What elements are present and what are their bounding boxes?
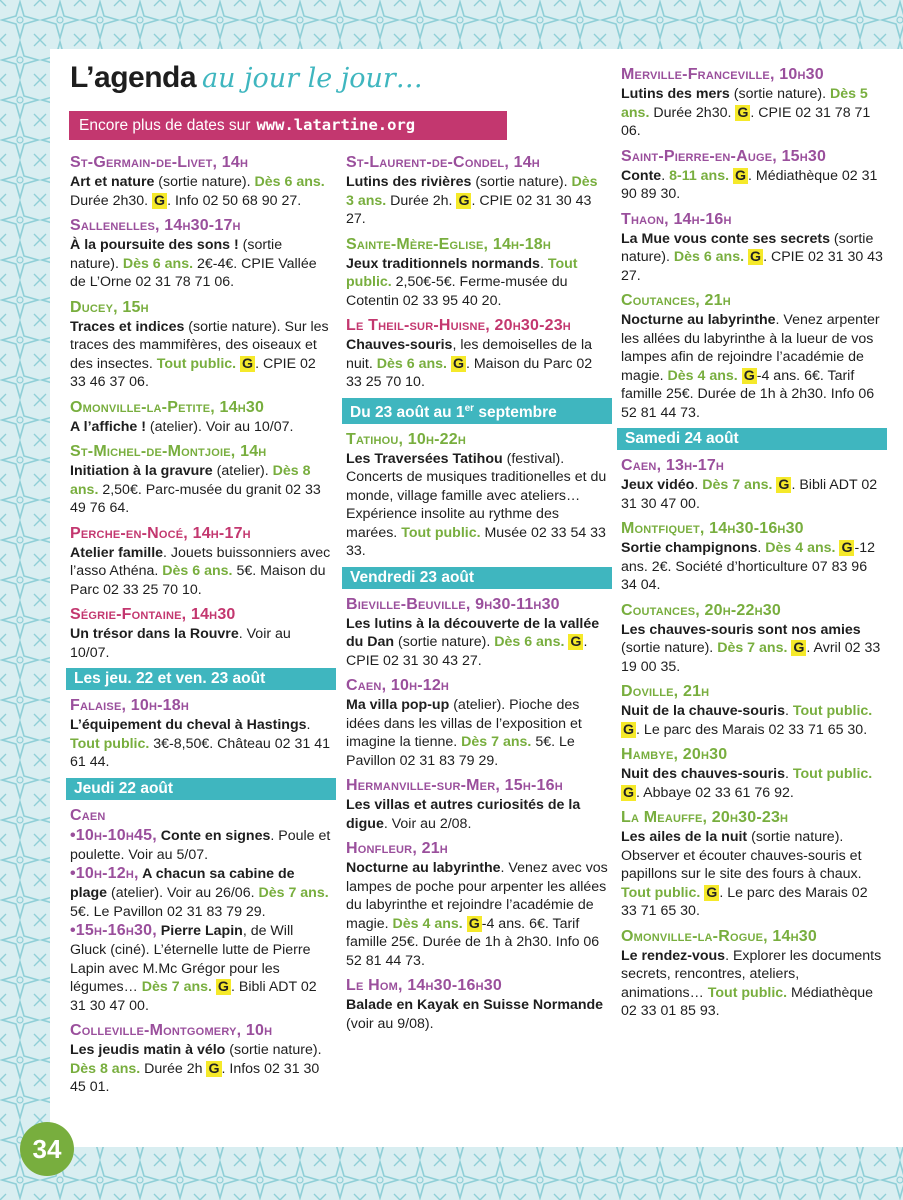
free-icon: G (623, 784, 635, 801)
event-desc: (sortie nature). (471, 174, 568, 190)
event-age: Tout public. (70, 735, 150, 752)
event-name: Les Traversées Tatihou (346, 450, 503, 467)
event-name: Jeux traditionnels normands (346, 255, 540, 272)
event-name: A chacun sa cabine de plage (70, 866, 295, 901)
event-item (621, 601, 883, 677)
event-info: Durée 2h30. (649, 104, 736, 121)
event-place: Le Hom, 14h30-16h30 (346, 977, 502, 995)
event-desc: (sortie nature). (394, 634, 491, 651)
title-script: au jour le jour… (202, 63, 423, 94)
event-desc: (festival). Concerts de musiques traditionelles et du monde, village famille avec ateliers…Expérience insolite au rythme des marées. (346, 450, 607, 541)
event-place: Coutances, 21h (621, 292, 731, 309)
event-name: Nuit de la chauve-souris (621, 703, 785, 719)
event-age: Dès 5 ans. (621, 86, 868, 121)
free-icon: G (154, 192, 166, 209)
event-age: Tout public. (621, 884, 701, 901)
event-name: Lutins des rivières (346, 174, 472, 190)
event-name: Art et nature (70, 174, 155, 190)
event-sub-item (70, 826, 332, 865)
event-desc: . Explorer les documents secrets, rencontres, ateliers, animations… (621, 947, 882, 1001)
event-place: La Meauffe, 20h30-23h (621, 809, 789, 826)
event-name: Balade en Kayak en Suisse Normande (346, 997, 604, 1014)
event-name: Nuit des chauves-souris (621, 766, 785, 782)
free-icon: G (793, 640, 805, 656)
event-contact: . Bibli ADT 02 31 30 47 00. (621, 477, 878, 512)
event-age: Dès 8 ans. (70, 1060, 141, 1077)
event-place: Bieville-Beuville, 9h30-11h30 (346, 595, 560, 613)
event-desc: . (661, 167, 670, 184)
events-list-colleville (70, 1021, 332, 1097)
event-info: 5€. Le Pavillon 02 31 83 79 29. (346, 734, 575, 769)
event-place: Thaon, 14h-16h (621, 210, 732, 228)
event-age: 8-11 ans. (669, 167, 730, 184)
event-desc: , les demoiselles de la nuit. (346, 337, 593, 372)
event-info: 2,50€-5€. Ferme-musée du Cotentin 02 33 95 40 20. (346, 274, 568, 309)
free-icon: G (570, 634, 582, 651)
event-item (346, 839, 608, 970)
event-age: Dès 6 ans. (494, 634, 565, 651)
event-desc: (atelier). (212, 463, 273, 479)
event-item (621, 745, 883, 802)
free-icon: G (468, 915, 480, 932)
event-desc: (atelier). Voir au 10/07. (145, 418, 294, 435)
event-place: Montfiquet, 14h30-16h30 (621, 520, 804, 537)
event-sub-list (70, 826, 332, 1016)
event-name: Jeux vidéo (621, 477, 695, 493)
event-item (70, 298, 332, 392)
date-band: Vendredi 23 août (342, 567, 612, 589)
column-1 (70, 153, 332, 1103)
event-place: Hermanville-sur-Mer, 15h-16h (346, 777, 563, 795)
event-item (346, 153, 608, 229)
event-name: Traces et indices (70, 318, 185, 335)
event-place: Le Theil-sur-Huisne, 20h30-23h (346, 317, 571, 334)
event-name: Atelier famille (70, 544, 164, 561)
free-icon: G (706, 884, 718, 901)
event-item (346, 676, 608, 770)
event-item (346, 316, 608, 392)
event-contact: . CPIE 02 31 78 71 06. (621, 104, 871, 139)
promo-label: Encore plus de dates sur (79, 117, 251, 134)
event-desc: (sortie nature). (729, 86, 827, 102)
event-desc: (sortie nature). Sur les traces des mammifères, des oiseaux et des insectes. (70, 318, 329, 372)
event-info: 3€-8,50€. Château 02 31 41 61 44. (70, 735, 330, 770)
event-item (70, 524, 332, 600)
event-place: St-Germain-de-Livet, 14h (70, 154, 249, 171)
column-3 (621, 65, 883, 1027)
event-desc: (sortie nature). (621, 230, 874, 265)
event-item (621, 927, 883, 1021)
event-item (621, 682, 883, 739)
event-place: Sallenelles, 14h30-17h (70, 217, 241, 234)
event-age: Dès 7 ans. (717, 640, 788, 656)
event-info: 5€. Le Pavillon 02 31 83 79 29. (70, 903, 266, 920)
event-name: Les lutins à la découverte de la vallée du Dan (346, 615, 600, 651)
free-icon: G (458, 192, 470, 209)
event-place: Merville-Franceville, 10h30 (621, 66, 824, 83)
event-item (70, 216, 332, 292)
event-name: Chauves-souris (346, 337, 453, 353)
event-desc: (atelier). Voir au 26/06. (107, 885, 259, 901)
event-name: Ma villa pop-up (346, 697, 450, 714)
free-icon: G (750, 249, 762, 265)
event-desc: . Venez avec vos lampes de poche pour arpenter les allées du labyrinthe et rejoindre l’académie de magie. (346, 860, 608, 932)
event-desc: . (757, 540, 762, 556)
event-desc: . (694, 477, 699, 493)
event-place: Saint-Pierre-en-Auge, 15h30 (621, 147, 827, 165)
free-icon: G (743, 367, 755, 384)
event-desc: (sortie nature). (70, 237, 283, 272)
event-item (70, 1021, 332, 1097)
event-desc: (voir au 9/08). (346, 1015, 434, 1032)
event-name: Initiation à la gravure (70, 463, 213, 479)
event-name: Nocturne au labyrinthe (621, 312, 776, 328)
events-list-1 (70, 153, 332, 662)
event-sub-item (70, 864, 332, 921)
event-info: Médiathèque 02 33 01 85 93. (621, 984, 874, 1019)
events-list-3 (621, 65, 883, 422)
event-contact: . Abbaye 02 33 61 76 92. (636, 784, 794, 801)
event-place: Colleville-Montgomery, 10h (70, 1022, 273, 1039)
event-contact: . CPIE 02 31 30 43 27. (346, 192, 592, 227)
event-name: À la poursuite des sons ! (70, 237, 239, 253)
event-place: Perche-en-Nocé, 14h-17h (70, 524, 251, 542)
event-name: Lutins des mers (621, 86, 730, 102)
event-desc: (sortie nature). (621, 640, 714, 656)
event-item (621, 65, 883, 141)
events-list-2 (346, 153, 608, 392)
free-icon: G (217, 979, 229, 995)
free-icon: G (242, 355, 254, 372)
event-name: La Mue vous conte ses secrets (621, 230, 830, 247)
event-item (346, 776, 608, 833)
event-sub-item (70, 921, 332, 1015)
event-name: Le rendez-vous (621, 947, 726, 964)
event-place: Omonville-la-Petite, 14h30 (70, 398, 265, 416)
event-place: Honfleur, 21h (346, 840, 448, 858)
events-list-2b (346, 595, 608, 1034)
event-item (70, 442, 332, 518)
event-age: Dès 7 ans. (141, 979, 212, 995)
free-icon: G (623, 721, 635, 738)
event-age: Tout public. (156, 355, 237, 372)
event-age: Dès 6 ans. (162, 563, 233, 579)
event-age: Dès 4 ans. (392, 915, 463, 932)
promo-link[interactable]: www.latartine.org (256, 116, 416, 134)
event-place: Doville, 21h (621, 683, 710, 700)
event-contact: . Infos 02 31 30 45 01. (70, 1060, 320, 1095)
event-name: Conte en signes (156, 827, 271, 844)
event-age: Dès 8 ans. (70, 463, 311, 498)
event-name: Les chauves-souris sont nos amies (621, 621, 861, 638)
event-name: A l’affiche ! (70, 418, 146, 435)
event-item (621, 210, 883, 286)
promo-banner[interactable] (69, 111, 507, 140)
event-age: Dès 7 ans. (702, 477, 773, 493)
event-desc: . Voir au 10/07. (70, 626, 291, 661)
event-desc: . (539, 255, 544, 272)
event-age: Dès 3 ans. (346, 174, 598, 209)
event-contact: . Info 02 50 68 90 27. (167, 192, 302, 209)
free-icon: G (735, 167, 747, 184)
event-desc: (sortie nature). (154, 174, 251, 190)
event-age: Dès 6 ans. (122, 255, 194, 272)
event-place: Caen, 13h-17h (621, 457, 725, 474)
event-desc: . (306, 717, 311, 733)
event-time: •10h-12h, (70, 865, 139, 882)
event-desc: (sortie nature). (225, 1042, 322, 1058)
events-list-3b (621, 456, 883, 1021)
event-contact: . Le parc des Marais 02 33 71 65 30. (621, 884, 868, 919)
column-2 (346, 153, 608, 1039)
event-info: Durée 2h30. (70, 192, 153, 209)
event-item (70, 605, 332, 662)
event-name: Les jeudis matin à vélo (70, 1042, 226, 1058)
event-age: Dès 4 ans. (765, 540, 836, 556)
event-item (70, 153, 332, 210)
event-item (621, 456, 883, 513)
event-place: Caen, 10h-12h (346, 677, 450, 695)
event-name: Pierre Lapin (156, 923, 243, 939)
date-band: Samedi 24 août (617, 428, 887, 450)
event-name: Les ailes de la nuit (621, 829, 748, 845)
event-info: Musée 02 33 54 33 33. (346, 524, 606, 560)
event-place: Hambye, 20h30 (621, 746, 728, 763)
event-place: Tatihou, 10h-22h (346, 430, 467, 448)
event-name: L’équipement du cheval à Hastings (70, 717, 307, 733)
event-desc: . Jouets buissonniers avec l’asso Athéna. (70, 544, 331, 579)
event-age: Tout public. (401, 524, 481, 541)
event-name: Un trésor dans la Rouvre (70, 626, 239, 642)
event-place: Caen (70, 806, 106, 824)
event-desc: . (785, 703, 789, 719)
event-age: Tout public. (346, 255, 578, 290)
date-band: Les jeu. 22 et ven. 23 août (66, 668, 336, 690)
event-desc: . Poule et poulette. Voir au 5/07. (70, 827, 331, 863)
event-desc: . Venez arpenter les allées du labyrinthe à la lueur de vos lampes afin de rejoindre l’académie de magie. (621, 312, 880, 384)
event-age: Tout public. (707, 984, 788, 1001)
event-item (346, 430, 608, 561)
event-place: Coutances, 20h-22h30 (621, 601, 781, 619)
event-age: Dès 7 ans. (461, 734, 532, 751)
event-place: Omonville-la-Rogue, 14h30 (621, 927, 817, 945)
event-name: Conte (621, 167, 662, 184)
event-age: Tout public. (792, 703, 873, 719)
event-info: 2€-4€. CPIE Vallée de L’Orne 02 31 78 71 06. (70, 255, 317, 290)
event-name: Nocturne au labyrinthe (346, 860, 501, 877)
event-contact: . Médiathèque 02 31 90 89 30. (621, 167, 878, 202)
event-place: Falaise, 10h-18h (70, 697, 190, 714)
free-icon: G (778, 477, 790, 493)
event-contact: -4 ans. 6€. Tarif famille 25€. Durée de 1h à 2h30. Info 06 52 81 44 73. (346, 915, 600, 969)
event-contact: . Maison du Parc 02 33 25 70 10. (346, 355, 593, 390)
event-contact: -4 ans. 6€. Tarif famille 25€. Durée de 1h à 2h30. Info 06 52 81 44 73. (621, 367, 875, 421)
event-place: Sainte-Mère-Eglise, 14h-18h (346, 235, 552, 253)
event-item (621, 519, 883, 595)
date-band: Du 23 août au 1er septembre (342, 398, 612, 424)
free-icon: G (841, 540, 853, 556)
event-place: Ségrie-Fontaine, 14h30 (70, 606, 236, 623)
free-icon: G (208, 1060, 220, 1077)
event-item (70, 398, 332, 437)
event-item (346, 235, 608, 311)
event-place: Ducey, 15h (70, 298, 149, 316)
event-item (346, 976, 608, 1033)
event-desc: , de Will Gluck (ciné). L’éternelle lutte de Pierre Lapin avec M.Mc Grégor pour les légumes… (70, 923, 311, 995)
event-contact: . Bibli ADT 02 31 30 47 00. (70, 979, 317, 1014)
event-item (621, 808, 883, 921)
event-age: Dès 6 ans. (673, 249, 745, 265)
event-name: Sortie champignons (621, 540, 758, 556)
event-item (621, 147, 883, 204)
event-info: Durée 2h (140, 1060, 207, 1077)
event-time: •10h-10h45, (70, 826, 157, 844)
date-band: Jeudi 22 août (66, 778, 336, 800)
event-contact: -12 ans. 2€. Société d’horticulture 07 83 96 34 04. (621, 540, 875, 593)
free-icon: G (737, 104, 749, 121)
event-contact: . Le parc des Marais 02 33 71 65 30. (636, 721, 868, 738)
event-contact: . CPIE 02 31 30 43 27. (621, 249, 883, 284)
event-age: Dès 6 ans. (254, 174, 325, 190)
event-age: Dès 6 ans. (376, 355, 447, 372)
page-number: 34 (20, 1122, 74, 1176)
event-info: 5€. Maison du Parc 02 33 25 70 10. (70, 563, 326, 598)
event-info: 2,50€. Parc-musée du granit 02 33 49 76 64. (70, 481, 321, 516)
event-age: Dès 7 ans. (258, 885, 329, 901)
free-icon: G (452, 355, 464, 372)
event-contact: . CPIE 02 33 46 37 06. (70, 355, 316, 390)
event-place: St-Laurent-de-Condel, 14h (346, 154, 540, 171)
event-desc: . (785, 766, 789, 782)
agenda-page (50, 49, 903, 1147)
event-age: Dès 4 ans. (667, 367, 738, 384)
page-title (70, 61, 423, 105)
event-item (346, 595, 608, 671)
event-desc: . Voir au 2/08. (383, 815, 472, 832)
event-info: Durée 2h. (386, 192, 457, 209)
title-main: L’agenda (70, 61, 197, 94)
event-item (70, 806, 332, 1016)
event-contact: . CPIE 02 31 30 43 27. (346, 634, 588, 669)
event-contact: . Avril 02 33 19 00 35. (621, 640, 881, 675)
event-age: Tout public. (792, 766, 873, 782)
event-time: •15h-16h30, (70, 922, 157, 939)
event-item (70, 696, 332, 772)
event-place: St-Michel-de-Montjoie, 14h (70, 443, 267, 460)
event-desc: (sortie nature). Observer et écouter chauves-souris et papillons sur le site des fours à chaux. (621, 829, 862, 882)
event-desc: (atelier). Pioche des idées dans les villas de l’exposition et imagine la tienne. (346, 697, 582, 751)
event-name: Les villas et autres curiosités de la digue (346, 797, 581, 832)
event-item (621, 291, 883, 422)
